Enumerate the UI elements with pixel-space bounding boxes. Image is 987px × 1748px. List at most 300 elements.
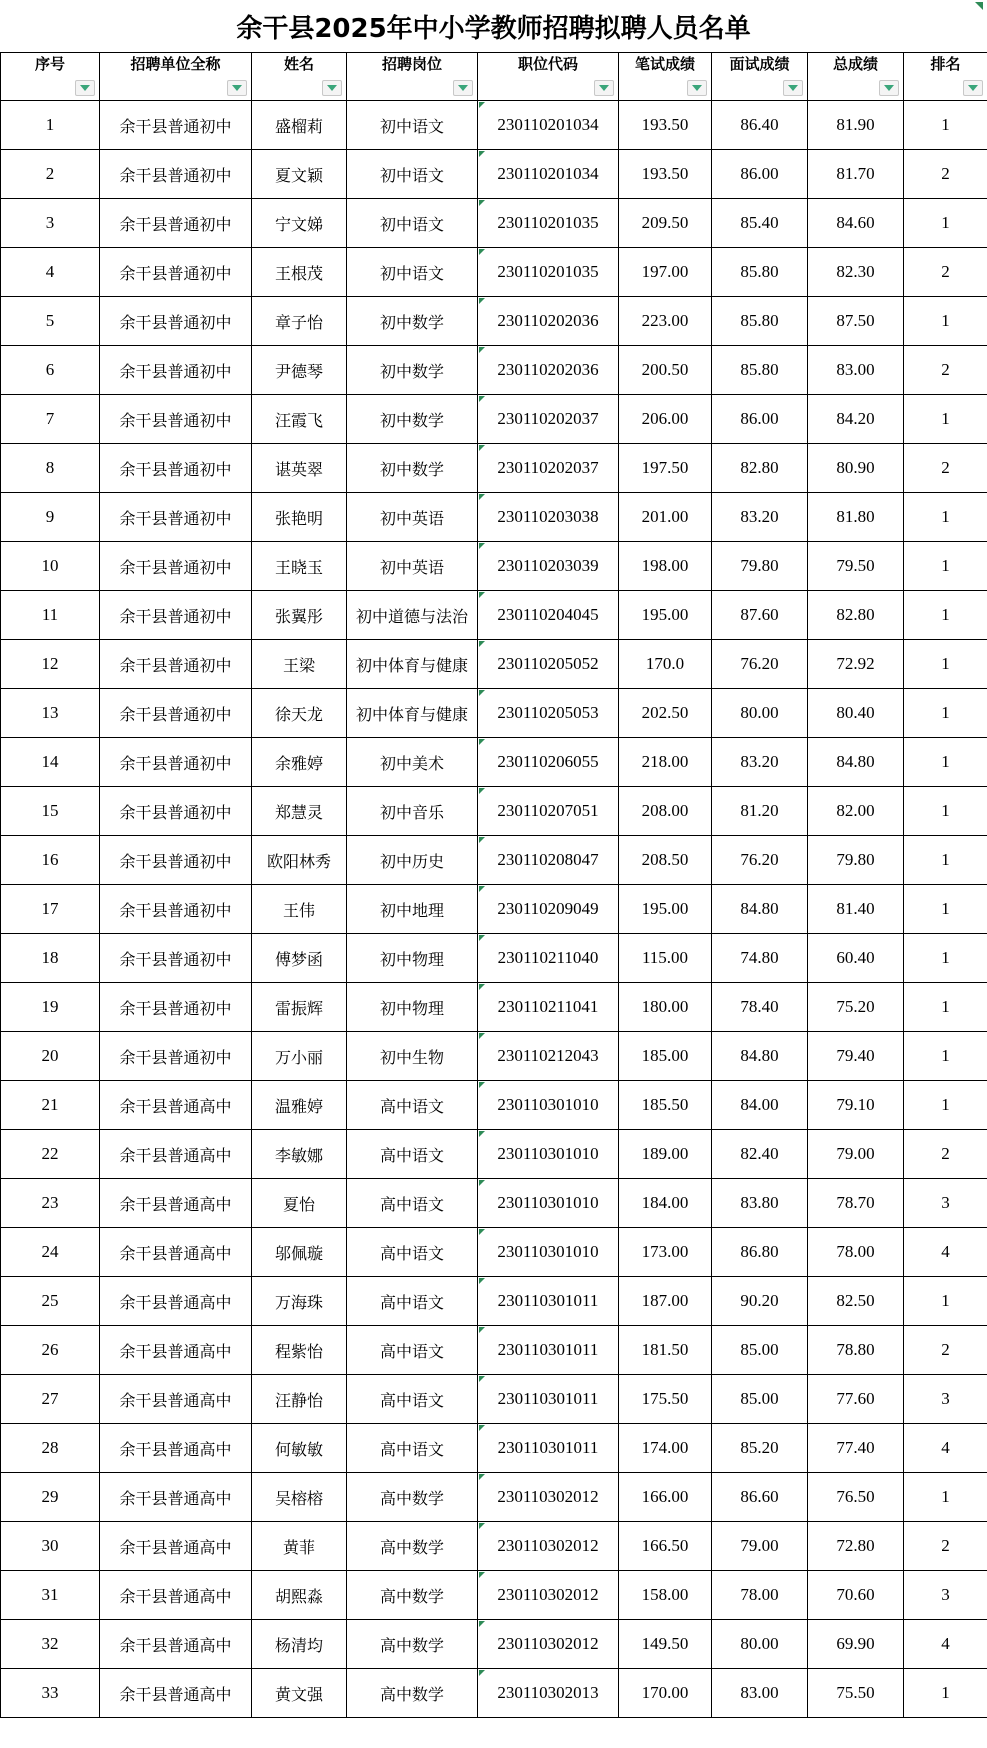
cell-name[interactable]: 尹德琴 — [252, 346, 347, 395]
filter-dropdown-icon[interactable] — [963, 80, 983, 96]
cell-unit[interactable]: 余干县普通初中 — [100, 150, 252, 199]
cell-written[interactable]: 180.00 — [619, 983, 712, 1032]
table-row[interactable] — [1, 297, 987, 346]
filter-dropdown-icon[interactable] — [687, 80, 707, 96]
table-row[interactable] — [1, 1473, 987, 1522]
cell-code[interactable]: 230110207051 — [478, 787, 619, 836]
cell-unit[interactable]: 余干县普通初中 — [100, 297, 252, 346]
cell-index[interactable]: 18 — [1, 934, 100, 983]
cell-unit[interactable]: 余干县普通高中 — [100, 1522, 252, 1571]
cell-index[interactable]: 15 — [1, 787, 100, 836]
cell-interview[interactable]: 84.80 — [712, 885, 808, 934]
cell-rank[interactable]: 1 — [904, 199, 987, 248]
cell-index[interactable]: 20 — [1, 1032, 100, 1081]
cell-interview[interactable]: 76.20 — [712, 640, 808, 689]
cell-name[interactable]: 王梁 — [252, 640, 347, 689]
col-header-code[interactable] — [478, 53, 619, 101]
cell-code[interactable]: 230110301010 — [478, 1179, 619, 1228]
table-row[interactable] — [1, 689, 987, 738]
cell-written[interactable]: 149.50 — [619, 1620, 712, 1669]
cell-unit[interactable]: 余干县普通初中 — [100, 591, 252, 640]
cell-total[interactable]: 75.50 — [808, 1669, 904, 1718]
cell-code[interactable]: 230110301011 — [478, 1326, 619, 1375]
cell-interview[interactable]: 80.00 — [712, 1620, 808, 1669]
cell-name[interactable]: 何敏敏 — [252, 1424, 347, 1473]
cell-interview[interactable]: 90.20 — [712, 1277, 808, 1326]
cell-code[interactable]: 230110201034 — [478, 101, 619, 150]
cell-rank[interactable]: 1 — [904, 395, 987, 444]
cell-index[interactable]: 28 — [1, 1424, 100, 1473]
cell-total[interactable]: 79.40 — [808, 1032, 904, 1081]
cell-name[interactable]: 李敏娜 — [252, 1130, 347, 1179]
cell-unit[interactable]: 余干县普通高中 — [100, 1130, 252, 1179]
cell-total[interactable]: 69.90 — [808, 1620, 904, 1669]
cell-post[interactable]: 初中物理 — [347, 934, 478, 983]
cell-name[interactable]: 宁文娣 — [252, 199, 347, 248]
cell-unit[interactable]: 余干县普通初中 — [100, 248, 252, 297]
cell-interview[interactable]: 80.00 — [712, 689, 808, 738]
table-row[interactable] — [1, 1669, 987, 1718]
cell-post[interactable]: 初中物理 — [347, 983, 478, 1032]
cell-unit[interactable]: 余干县普通初中 — [100, 885, 252, 934]
cell-written[interactable]: 223.00 — [619, 297, 712, 346]
cell-total[interactable]: 81.70 — [808, 150, 904, 199]
table-row[interactable] — [1, 1620, 987, 1669]
cell-post[interactable]: 高中语文 — [347, 1228, 478, 1277]
table-row[interactable] — [1, 1179, 987, 1228]
cell-name[interactable]: 盛榴莉 — [252, 101, 347, 150]
cell-rank[interactable]: 4 — [904, 1424, 987, 1473]
table-row[interactable] — [1, 1081, 987, 1130]
cell-post[interactable]: 高中数学 — [347, 1571, 478, 1620]
cell-interview[interactable]: 85.80 — [712, 346, 808, 395]
cell-interview[interactable]: 85.80 — [712, 248, 808, 297]
cell-total[interactable]: 80.90 — [808, 444, 904, 493]
cell-unit[interactable]: 余干县普通高中 — [100, 1424, 252, 1473]
cell-post[interactable]: 高中语文 — [347, 1081, 478, 1130]
table-row[interactable] — [1, 885, 987, 934]
filter-dropdown-icon[interactable] — [453, 80, 473, 96]
cell-index[interactable]: 8 — [1, 444, 100, 493]
filter-dropdown-icon[interactable] — [227, 80, 247, 96]
cell-written[interactable]: 170.0 — [619, 640, 712, 689]
cell-interview[interactable]: 86.40 — [712, 101, 808, 150]
cell-interview[interactable]: 84.00 — [712, 1081, 808, 1130]
cell-post[interactable]: 高中语文 — [347, 1424, 478, 1473]
cell-index[interactable]: 30 — [1, 1522, 100, 1571]
cell-rank[interactable]: 4 — [904, 1620, 987, 1669]
cell-interview[interactable]: 74.80 — [712, 934, 808, 983]
cell-total[interactable]: 78.80 — [808, 1326, 904, 1375]
cell-rank[interactable]: 1 — [904, 1081, 987, 1130]
cell-code[interactable]: 230110201034 — [478, 150, 619, 199]
table-row[interactable] — [1, 738, 987, 787]
cell-post[interactable]: 初中数学 — [347, 346, 478, 395]
cell-code[interactable]: 230110204045 — [478, 591, 619, 640]
cell-post[interactable]: 初中数学 — [347, 444, 478, 493]
cell-written[interactable]: 185.00 — [619, 1032, 712, 1081]
cell-interview[interactable]: 78.00 — [712, 1571, 808, 1620]
cell-total[interactable]: 81.80 — [808, 493, 904, 542]
cell-rank[interactable]: 2 — [904, 1326, 987, 1375]
col-header-index[interactable] — [1, 53, 100, 101]
table-row[interactable] — [1, 101, 987, 150]
cell-name[interactable]: 郑慧灵 — [252, 787, 347, 836]
cell-rank[interactable]: 2 — [904, 346, 987, 395]
cell-written[interactable]: 202.50 — [619, 689, 712, 738]
cell-written[interactable]: 197.00 — [619, 248, 712, 297]
cell-unit[interactable]: 余干县普通高中 — [100, 1669, 252, 1718]
table-row[interactable] — [1, 248, 987, 297]
cell-index[interactable]: 3 — [1, 199, 100, 248]
cell-written[interactable]: 115.00 — [619, 934, 712, 983]
cell-code[interactable]: 230110302012 — [478, 1473, 619, 1522]
cell-code[interactable]: 230110202036 — [478, 346, 619, 395]
cell-written[interactable]: 193.50 — [619, 101, 712, 150]
cell-code[interactable]: 230110301011 — [478, 1424, 619, 1473]
cell-code[interactable]: 230110206055 — [478, 738, 619, 787]
cell-total[interactable]: 82.00 — [808, 787, 904, 836]
cell-index[interactable]: 10 — [1, 542, 100, 591]
col-header-post[interactable] — [347, 53, 478, 101]
cell-index[interactable]: 21 — [1, 1081, 100, 1130]
cell-index[interactable]: 11 — [1, 591, 100, 640]
cell-rank[interactable]: 2 — [904, 1130, 987, 1179]
cell-unit[interactable]: 余干县普通初中 — [100, 444, 252, 493]
cell-interview[interactable]: 76.20 — [712, 836, 808, 885]
cell-unit[interactable]: 余干县普通初中 — [100, 199, 252, 248]
cell-code[interactable]: 230110203039 — [478, 542, 619, 591]
cell-post[interactable]: 初中音乐 — [347, 787, 478, 836]
table-row[interactable] — [1, 1375, 987, 1424]
cell-index[interactable]: 27 — [1, 1375, 100, 1424]
cell-rank[interactable]: 1 — [904, 983, 987, 1032]
cell-post[interactable]: 初中语文 — [347, 150, 478, 199]
cell-name[interactable]: 张翼彤 — [252, 591, 347, 640]
cell-index[interactable]: 26 — [1, 1326, 100, 1375]
cell-code[interactable]: 230110302012 — [478, 1522, 619, 1571]
cell-code[interactable]: 230110208047 — [478, 836, 619, 885]
table-row[interactable] — [1, 493, 987, 542]
col-header-unit[interactable] — [100, 53, 252, 101]
cell-name[interactable]: 万小丽 — [252, 1032, 347, 1081]
cell-code[interactable]: 230110301010 — [478, 1228, 619, 1277]
cell-post[interactable]: 高中语文 — [347, 1277, 478, 1326]
cell-unit[interactable]: 余干县普通初中 — [100, 101, 252, 150]
cell-unit[interactable]: 余干县普通初中 — [100, 934, 252, 983]
cell-name[interactable]: 夏怡 — [252, 1179, 347, 1228]
cell-total[interactable]: 70.60 — [808, 1571, 904, 1620]
cell-post[interactable]: 初中英语 — [347, 493, 478, 542]
cell-total[interactable]: 60.40 — [808, 934, 904, 983]
cell-rank[interactable]: 2 — [904, 248, 987, 297]
table-row[interactable] — [1, 836, 987, 885]
cell-index[interactable]: 16 — [1, 836, 100, 885]
cell-code[interactable]: 230110301010 — [478, 1081, 619, 1130]
cell-index[interactable]: 24 — [1, 1228, 100, 1277]
cell-rank[interactable]: 2 — [904, 1522, 987, 1571]
cell-name[interactable]: 余雅婷 — [252, 738, 347, 787]
cell-rank[interactable]: 2 — [904, 444, 987, 493]
cell-index[interactable]: 2 — [1, 150, 100, 199]
cell-index[interactable]: 19 — [1, 983, 100, 1032]
cell-rank[interactable]: 3 — [904, 1179, 987, 1228]
cell-total[interactable]: 84.80 — [808, 738, 904, 787]
cell-rank[interactable]: 3 — [904, 1375, 987, 1424]
cell-code[interactable]: 230110301010 — [478, 1130, 619, 1179]
cell-written[interactable]: 197.50 — [619, 444, 712, 493]
cell-interview[interactable]: 83.20 — [712, 738, 808, 787]
cell-index[interactable]: 7 — [1, 395, 100, 444]
cell-code[interactable]: 230110212043 — [478, 1032, 619, 1081]
cell-rank[interactable]: 1 — [904, 787, 987, 836]
cell-index[interactable]: 9 — [1, 493, 100, 542]
cell-unit[interactable]: 余干县普通初中 — [100, 787, 252, 836]
cell-rank[interactable]: 2 — [904, 150, 987, 199]
cell-total[interactable]: 79.10 — [808, 1081, 904, 1130]
col-header-name[interactable] — [252, 53, 347, 101]
cell-total[interactable]: 82.30 — [808, 248, 904, 297]
table-row[interactable] — [1, 787, 987, 836]
cell-written[interactable]: 184.00 — [619, 1179, 712, 1228]
cell-rank[interactable]: 1 — [904, 297, 987, 346]
cell-unit[interactable]: 余干县普通初中 — [100, 542, 252, 591]
table-row[interactable] — [1, 934, 987, 983]
cell-post[interactable]: 高中语文 — [347, 1179, 478, 1228]
cell-post[interactable]: 初中生物 — [347, 1032, 478, 1081]
table-row[interactable] — [1, 1277, 987, 1326]
table-row[interactable] — [1, 199, 987, 248]
cell-code[interactable]: 230110302012 — [478, 1571, 619, 1620]
table-row[interactable] — [1, 1571, 987, 1620]
cell-name[interactable]: 傅梦函 — [252, 934, 347, 983]
table-row[interactable] — [1, 640, 987, 689]
cell-written[interactable]: 208.00 — [619, 787, 712, 836]
table-row[interactable] — [1, 395, 987, 444]
cell-total[interactable]: 76.50 — [808, 1473, 904, 1522]
cell-post[interactable]: 高中语文 — [347, 1130, 478, 1179]
cell-name[interactable]: 汪静怡 — [252, 1375, 347, 1424]
cell-name[interactable]: 温雅婷 — [252, 1081, 347, 1130]
cell-unit[interactable]: 余干县普通高中 — [100, 1277, 252, 1326]
cell-written[interactable]: 158.00 — [619, 1571, 712, 1620]
cell-interview[interactable]: 86.00 — [712, 150, 808, 199]
cell-index[interactable]: 4 — [1, 248, 100, 297]
table-row[interactable] — [1, 1424, 987, 1473]
cell-rank[interactable]: 1 — [904, 101, 987, 150]
cell-interview[interactable]: 83.00 — [712, 1669, 808, 1718]
cell-total[interactable]: 79.50 — [808, 542, 904, 591]
cell-total[interactable]: 78.70 — [808, 1179, 904, 1228]
table-row[interactable] — [1, 444, 987, 493]
cell-post[interactable]: 初中英语 — [347, 542, 478, 591]
cell-total[interactable]: 81.40 — [808, 885, 904, 934]
cell-written[interactable]: 189.00 — [619, 1130, 712, 1179]
cell-interview[interactable]: 85.40 — [712, 199, 808, 248]
cell-total[interactable]: 87.50 — [808, 297, 904, 346]
cell-total[interactable]: 84.60 — [808, 199, 904, 248]
table-row[interactable] — [1, 1130, 987, 1179]
cell-code[interactable]: 230110301011 — [478, 1277, 619, 1326]
cell-interview[interactable]: 83.20 — [712, 493, 808, 542]
cell-post[interactable]: 初中历史 — [347, 836, 478, 885]
cell-total[interactable]: 72.80 — [808, 1522, 904, 1571]
cell-index[interactable]: 6 — [1, 346, 100, 395]
table-row[interactable] — [1, 542, 987, 591]
cell-rank[interactable]: 1 — [904, 1473, 987, 1522]
cell-unit[interactable]: 余干县普通初中 — [100, 983, 252, 1032]
cell-interview[interactable]: 87.60 — [712, 591, 808, 640]
cell-written[interactable]: 173.00 — [619, 1228, 712, 1277]
cell-total[interactable]: 82.50 — [808, 1277, 904, 1326]
cell-written[interactable]: 218.00 — [619, 738, 712, 787]
cell-rank[interactable]: 1 — [904, 934, 987, 983]
cell-unit[interactable]: 余干县普通初中 — [100, 493, 252, 542]
cell-code[interactable]: 230110205052 — [478, 640, 619, 689]
cell-unit[interactable]: 余干县普通初中 — [100, 1032, 252, 1081]
cell-index[interactable]: 33 — [1, 1669, 100, 1718]
cell-written[interactable]: 195.00 — [619, 885, 712, 934]
cell-post[interactable]: 初中道德与法治 — [347, 591, 478, 640]
cell-name[interactable]: 欧阳林秀 — [252, 836, 347, 885]
cell-code[interactable]: 230110302013 — [478, 1669, 619, 1718]
cell-unit[interactable]: 余干县普通高中 — [100, 1081, 252, 1130]
cell-code[interactable]: 230110201035 — [478, 199, 619, 248]
cell-post[interactable]: 高中语文 — [347, 1375, 478, 1424]
table-row[interactable] — [1, 1228, 987, 1277]
cell-total[interactable]: 75.20 — [808, 983, 904, 1032]
cell-unit[interactable]: 余干县普通初中 — [100, 395, 252, 444]
cell-written[interactable]: 185.50 — [619, 1081, 712, 1130]
cell-name[interactable]: 王伟 — [252, 885, 347, 934]
cell-name[interactable]: 徐天龙 — [252, 689, 347, 738]
filter-dropdown-icon[interactable] — [75, 80, 95, 96]
cell-written[interactable]: 187.00 — [619, 1277, 712, 1326]
cell-interview[interactable]: 84.80 — [712, 1032, 808, 1081]
col-header-rank[interactable] — [904, 53, 987, 101]
cell-interview[interactable]: 85.00 — [712, 1326, 808, 1375]
cell-index[interactable]: 22 — [1, 1130, 100, 1179]
cell-written[interactable]: 195.00 — [619, 591, 712, 640]
cell-code[interactable]: 230110203038 — [478, 493, 619, 542]
cell-rank[interactable]: 1 — [904, 689, 987, 738]
cell-interview[interactable]: 78.40 — [712, 983, 808, 1032]
cell-unit[interactable]: 余干县普通高中 — [100, 1179, 252, 1228]
cell-total[interactable]: 77.60 — [808, 1375, 904, 1424]
cell-post[interactable]: 初中美术 — [347, 738, 478, 787]
cell-unit[interactable]: 余干县普通初中 — [100, 689, 252, 738]
cell-total[interactable]: 84.20 — [808, 395, 904, 444]
cell-interview[interactable]: 81.20 — [712, 787, 808, 836]
filter-dropdown-icon[interactable] — [783, 80, 803, 96]
cell-name[interactable]: 王根茂 — [252, 248, 347, 297]
cell-total[interactable]: 82.80 — [808, 591, 904, 640]
cell-post[interactable]: 高中数学 — [347, 1473, 478, 1522]
cell-index[interactable]: 1 — [1, 101, 100, 150]
cell-rank[interactable]: 1 — [904, 591, 987, 640]
cell-code[interactable]: 230110202037 — [478, 395, 619, 444]
cell-name[interactable]: 王晓玉 — [252, 542, 347, 591]
cell-rank[interactable]: 1 — [904, 836, 987, 885]
cell-written[interactable]: 181.50 — [619, 1326, 712, 1375]
cell-written[interactable]: 166.50 — [619, 1522, 712, 1571]
cell-code[interactable]: 230110211041 — [478, 983, 619, 1032]
cell-unit[interactable]: 余干县普通初中 — [100, 836, 252, 885]
cell-index[interactable]: 32 — [1, 1620, 100, 1669]
cell-total[interactable]: 79.80 — [808, 836, 904, 885]
col-header-interview[interactable] — [712, 53, 808, 101]
filter-dropdown-icon[interactable] — [594, 80, 614, 96]
cell-code[interactable]: 230110211040 — [478, 934, 619, 983]
cell-name[interactable]: 胡熙淼 — [252, 1571, 347, 1620]
cell-written[interactable]: 206.00 — [619, 395, 712, 444]
cell-code[interactable]: 230110301011 — [478, 1375, 619, 1424]
table-row[interactable] — [1, 1326, 987, 1375]
cell-index[interactable]: 17 — [1, 885, 100, 934]
cell-unit[interactable]: 余干县普通初中 — [100, 738, 252, 787]
cell-written[interactable]: 201.00 — [619, 493, 712, 542]
cell-name[interactable]: 黄文强 — [252, 1669, 347, 1718]
filter-dropdown-icon[interactable] — [322, 80, 342, 96]
cell-post[interactable]: 高中数学 — [347, 1620, 478, 1669]
cell-index[interactable]: 14 — [1, 738, 100, 787]
cell-interview[interactable]: 85.80 — [712, 297, 808, 346]
cell-written[interactable]: 170.00 — [619, 1669, 712, 1718]
cell-index[interactable]: 25 — [1, 1277, 100, 1326]
cell-unit[interactable]: 余干县普通高中 — [100, 1620, 252, 1669]
cell-written[interactable]: 193.50 — [619, 150, 712, 199]
cell-name[interactable]: 雷振辉 — [252, 983, 347, 1032]
table-row[interactable] — [1, 591, 987, 640]
cell-code[interactable]: 230110209049 — [478, 885, 619, 934]
cell-name[interactable]: 万海珠 — [252, 1277, 347, 1326]
cell-name[interactable]: 汪霞飞 — [252, 395, 347, 444]
cell-interview[interactable]: 85.00 — [712, 1375, 808, 1424]
cell-total[interactable]: 77.40 — [808, 1424, 904, 1473]
cell-post[interactable]: 初中地理 — [347, 885, 478, 934]
cell-name[interactable]: 杨清均 — [252, 1620, 347, 1669]
cell-index[interactable]: 5 — [1, 297, 100, 346]
cell-name[interactable]: 程紫怡 — [252, 1326, 347, 1375]
cell-name[interactable]: 邬佩璇 — [252, 1228, 347, 1277]
cell-code[interactable]: 230110202037 — [478, 444, 619, 493]
cell-code[interactable]: 230110201035 — [478, 248, 619, 297]
cell-unit[interactable]: 余干县普通初中 — [100, 346, 252, 395]
cell-name[interactable]: 夏文颖 — [252, 150, 347, 199]
table-row[interactable] — [1, 150, 987, 199]
cell-rank[interactable]: 1 — [904, 1032, 987, 1081]
cell-rank[interactable]: 1 — [904, 1669, 987, 1718]
cell-total[interactable]: 83.00 — [808, 346, 904, 395]
cell-post[interactable]: 初中语文 — [347, 248, 478, 297]
table-row[interactable] — [1, 1522, 987, 1571]
cell-name[interactable]: 谌英翠 — [252, 444, 347, 493]
cell-written[interactable]: 175.50 — [619, 1375, 712, 1424]
col-header-written[interactable] — [619, 53, 712, 101]
cell-post[interactable]: 初中语文 — [347, 101, 478, 150]
filter-dropdown-icon[interactable] — [879, 80, 899, 96]
cell-interview[interactable]: 82.80 — [712, 444, 808, 493]
cell-post[interactable]: 高中语文 — [347, 1326, 478, 1375]
cell-index[interactable]: 29 — [1, 1473, 100, 1522]
cell-unit[interactable]: 余干县普通高中 — [100, 1571, 252, 1620]
cell-index[interactable]: 12 — [1, 640, 100, 689]
cell-written[interactable]: 200.50 — [619, 346, 712, 395]
cell-code[interactable]: 230110205053 — [478, 689, 619, 738]
cell-index[interactable]: 31 — [1, 1571, 100, 1620]
cell-name[interactable]: 张艳明 — [252, 493, 347, 542]
cell-rank[interactable]: 1 — [904, 640, 987, 689]
